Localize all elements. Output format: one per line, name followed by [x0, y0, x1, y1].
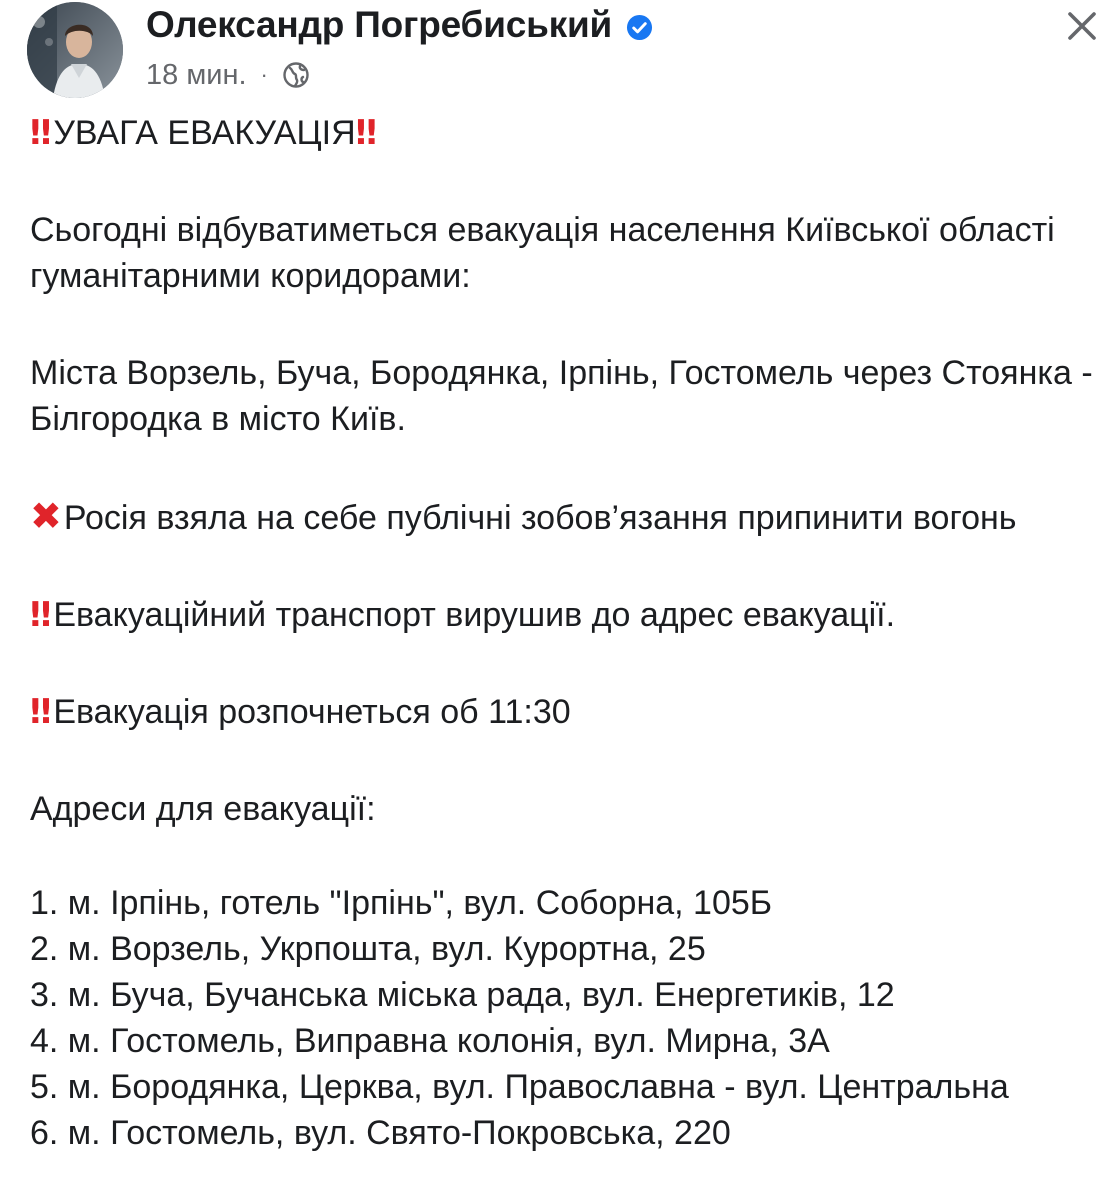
address-list [30, 880, 1110, 1156]
start-time-text: Евакуація розпочнеться об 11:30 [53, 693, 571, 731]
double-exclamation-icon: ‼ [355, 113, 370, 153]
double-exclamation-icon: ‼ [30, 692, 45, 732]
post-intro: Сьогодні відбуватиметься евакуація населення Київської області гуманітарними коридорами: [30, 211, 1055, 295]
post-route: Міста Ворзель, Буча, Бородянка, Ірпінь, Гостомель через Стоянка - Білгородка в місто Київ. [30, 354, 1093, 438]
avatar[interactable] [27, 2, 123, 98]
address-item: 2. м. Ворзель, Укрпошта, вул. Курортна, 25 [30, 930, 706, 968]
address-item: 5. м. Бородянка, Церква, вул. Православна - вул. Центральна [30, 1068, 1009, 1106]
transport-text: Евакуаційний транспорт вирушив до адрес евакуації. [53, 596, 896, 634]
cross-mark-icon: ✖ [30, 494, 62, 538]
double-exclamation-icon: ‼ [30, 595, 45, 635]
ceasefire-text: Росія взяла на себе публічні зобов’язання припинити вогонь [63, 499, 1017, 537]
close-icon[interactable] [1062, 6, 1102, 46]
meta-separator: · [260, 62, 268, 87]
verified-badge-icon [626, 14, 653, 41]
post-meta [146, 55, 310, 95]
address-item: 6. м. Гостомель, вул. Свято-Покровська, 220 [30, 1114, 731, 1152]
double-exclamation-icon: ‼ [30, 113, 45, 153]
post-time[interactable]: 18 мин. [146, 58, 247, 91]
address-item: 1. м. Ірпінь, готель "Ірпінь", вул. Соборна, 105Б [30, 884, 773, 922]
headline-text: УВАГА ЕВАКУАЦІЯ [53, 114, 356, 152]
post-transport [30, 592, 1110, 638]
addresses-title: Адреси для евакуації: [30, 790, 376, 828]
address-item: 4. м. Гостомель, Виправна колонія, вул. Мирна, 3А [30, 1022, 830, 1060]
post-start-time [30, 689, 1110, 735]
globe-icon[interactable] [282, 61, 310, 89]
post-headline [30, 110, 1110, 156]
post-header [0, 0, 1113, 110]
post-ceasefire [30, 493, 1110, 541]
post-body [30, 110, 1110, 1156]
author-photo [27, 2, 123, 98]
address-item: 3. м. Буча, Бучанська міська рада, вул. Енергетиків, 12 [30, 976, 895, 1014]
author-name[interactable]: Олександр Погребиський [146, 4, 613, 45]
